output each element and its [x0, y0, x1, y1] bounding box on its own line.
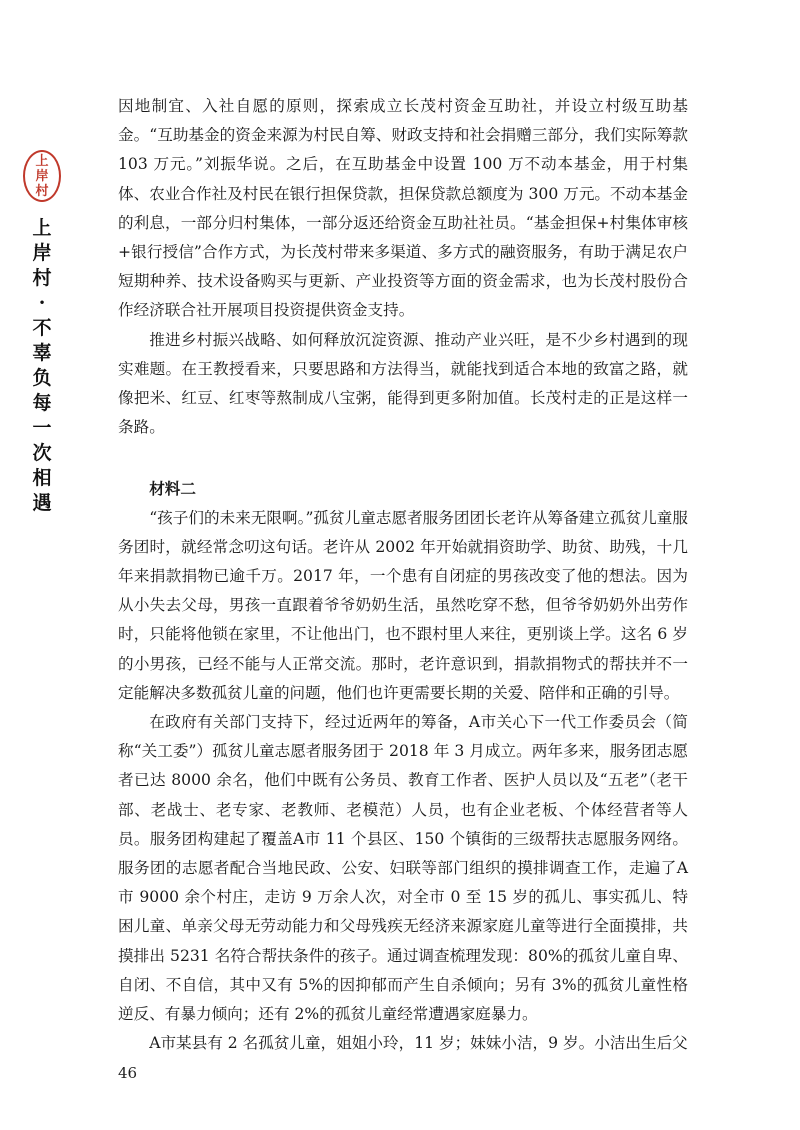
title-char: 村 — [32, 267, 52, 289]
title-char: 上 — [32, 217, 52, 239]
title-char: 相 — [32, 467, 52, 489]
book-title-vertical — [30, 216, 54, 516]
title-char: 每 — [32, 392, 52, 414]
title-char: 次 — [32, 442, 52, 464]
title-char: 岸 — [32, 242, 52, 264]
paragraph: 因地制宜、入社自愿的原则，探索成立长茂村资金互助社，并设立村级互助基金。“互助基金的资金来源为村民自筹、财政支持和社会捐赠三部分，我们实际筹款103 万元。”刘振华说。之后，在互助基金中设置 100 万不动本基金，用于村集体、农业合作社及村民在银行担保贷款，担保贷款总额度为 300 万元。不动本基金的利息，一部分归村集体，一部分返还给资金互助社社员。“基金担保+村集体审核+银行授信”合作方式，为长茂村带来多渠道、多方式的融资服务，有助于满足农户短期种养、技术设备购买与更新、产业投资等方面的资金需求，也为长茂村股份合作经济联合社开展项目投资提供资金支持。 — [118, 97, 688, 320]
section-heading: 材料二 — [149, 479, 196, 499]
paragraph: “孩子们的未来无限啊。”孤贫儿童志愿者服务团团长老许从筹备建立孤贫儿童服务团时，就经常念叨这句话。老许从 2002 年开始就捐资助学、助贫、助残，十几年来捐款捐物已逾千万。2017 年，一个患有自闭症的男孩改变了他的想法。因为从小失去父母，男孩一直跟着爷爷奶奶生活，虽然吃穿不愁，但爷爷奶奶外出劳作时，只能将他锁在家里，不让他出门，也不跟村里人来往，更别谈上学。这名 6 岁的小男孩，已经不能与人正常交流。那时，老许意识到，捐款捐物式的帮扶并不一定能解决多数孤贫儿童的问题，他们也许更需要长期的关爱、陪伴和正确的引导。 — [118, 508, 688, 702]
seal-stamp — [23, 150, 61, 202]
paragraph: A市某县有 2 名孤贫儿童，姐姐小玲，11 岁；妹妹小洁，9 岁。小洁出生后父 — [149, 1034, 688, 1053]
seal-char: 岸 — [35, 168, 49, 184]
title-char: · — [38, 292, 46, 314]
page-number: 46 — [118, 1064, 138, 1082]
sidebar — [22, 150, 62, 516]
title-char: 辜 — [32, 342, 52, 364]
title-char: 遇 — [32, 492, 52, 514]
paragraph: 推进乡村振兴战略、如何释放沉淀资源、推动产业兴旺，是不少乡村遇到的现实难题。在王教授看来，只要思路和方法得当，就能找到适合本地的致富之路，就像把米、红豆、红枣等熬制成八宝粥，能得到更多附加值。长茂村走的正是这样一条路。 — [118, 330, 688, 437]
seal-char: 村 — [35, 183, 49, 199]
paragraph: 在政府有关部门支持下，经过近两年的筹备，A市关心下一代工作委员会（简称“关工委”）孤贫儿童志愿者服务团于 2018 年 3 月成立。两年多来，服务团志愿者已达 8000 余名，他们中既有公务员、教育工作者、医护人员以及“五老”（老干部、老战士、老专家、老教师、老模范）人员，也有企业老板、个体经营者等人员。服务团构建起了覆盖A市 11 个县区、150 个镇街的三级帮扶志愿服务网络。服务团的志愿者配合当地民政、公安、妇联等部门组织的摸排调查工作，走遍了A市 9000 余个村庄，走访 9 万余人次，对全市 0 至 15 岁的孤儿、事实孤儿、特困儿童、单亲父母无劳动能力和父母残疾无经济来源家庭儿童等进行全面摸排，共摸排出 5231 名符合帮扶条件的孩子。通过调查梳理发现：80%的孤贫儿童自卑、自闭、不自信，其中又有 5%的因抑郁而产生自杀倾向；另有 3%的孤贫儿童性格逆反、有暴力倾向；还有 2%的孤贫儿童经常遭遇家庭暴力。 — [118, 713, 688, 1024]
seal-char: 上 — [35, 153, 49, 169]
title-char: 不 — [32, 317, 52, 339]
body-text — [118, 92, 688, 1059]
title-char: 一 — [32, 417, 52, 439]
title-char: 负 — [32, 367, 52, 389]
